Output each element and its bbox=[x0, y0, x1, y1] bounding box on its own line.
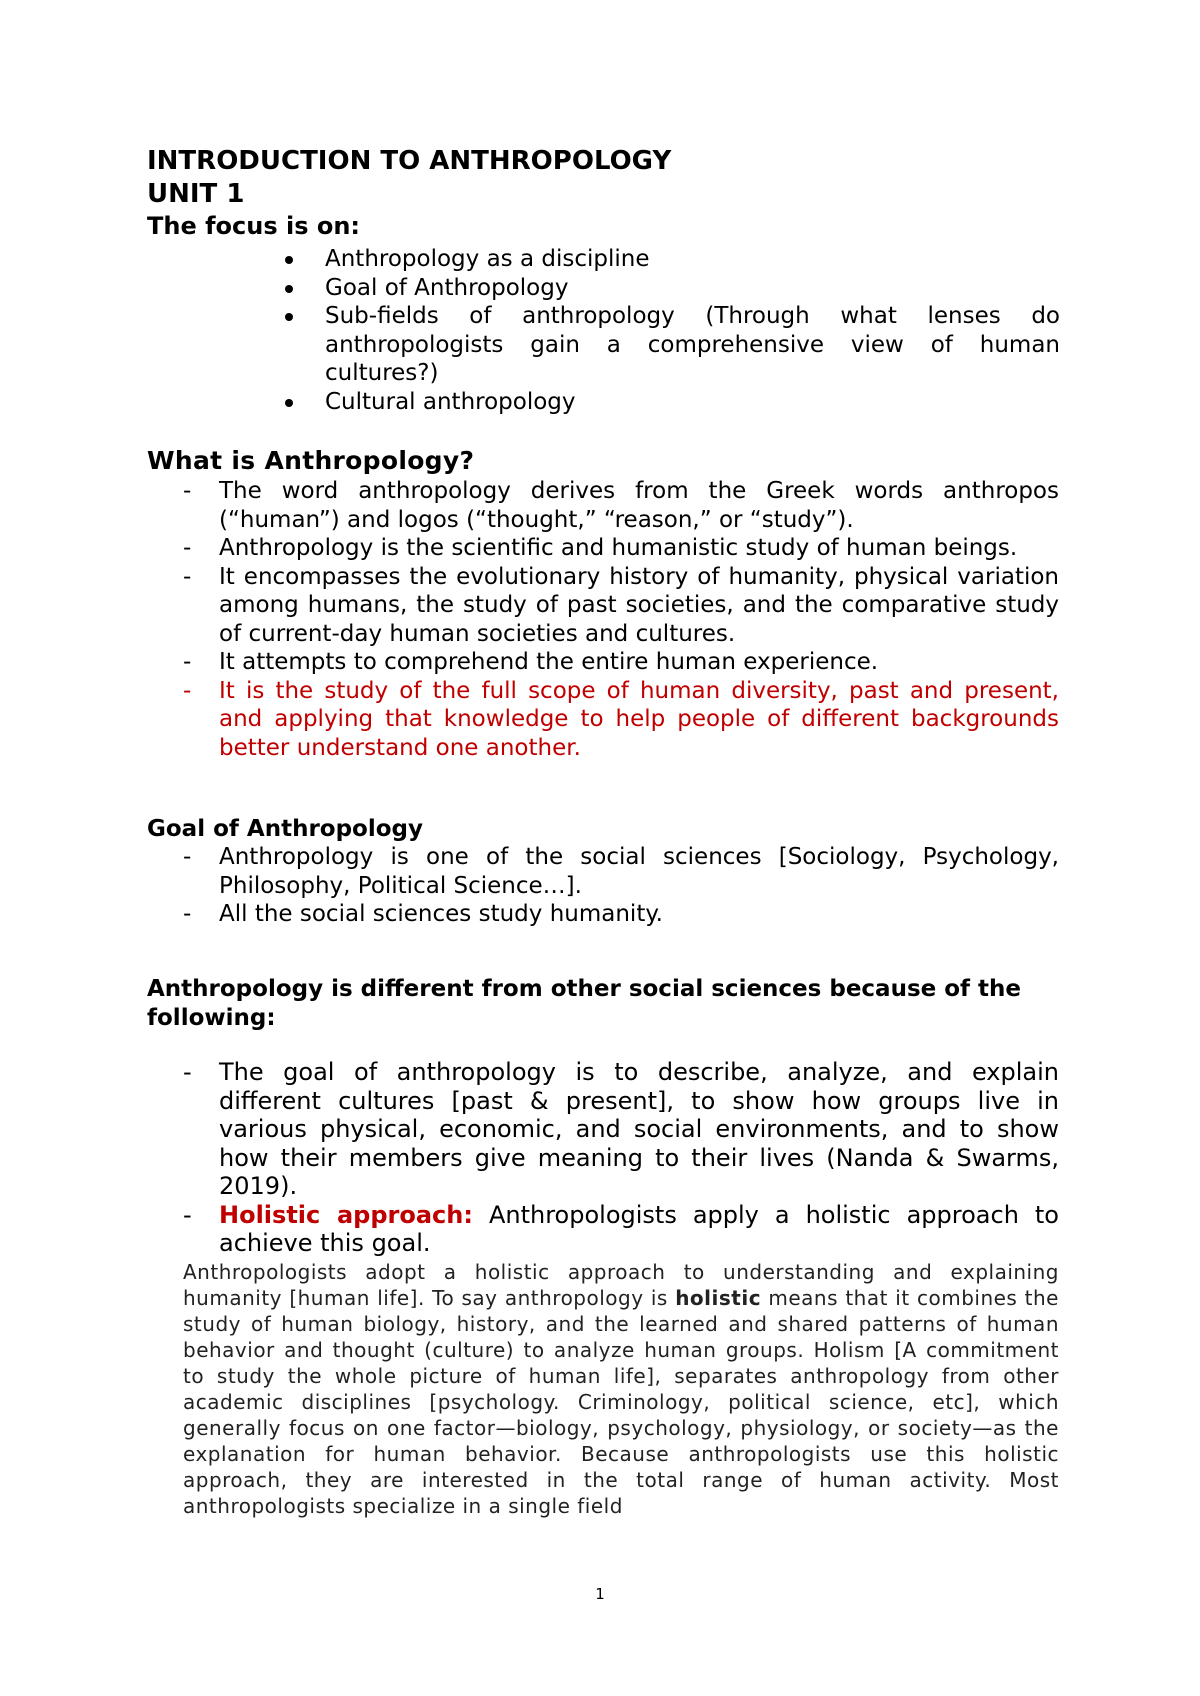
list-item: - It attempts to comprehend the entire human experience. bbox=[183, 649, 879, 675]
section-heading: Anthropology is different from other social sciences because of the following: bbox=[147, 976, 1022, 1031]
list-item: - It encompasses the evolutionary history of humanity, physical variation among humans, the study of past societies, and the comparative study of current-day human societies and cultures. bbox=[183, 563, 1059, 647]
dash-icon: - bbox=[183, 844, 192, 870]
highlighted-list-item: - It is the study of the full scope of human diversity, past and present, and applying that knowledge to help people of different backgrounds better understand one another. bbox=[183, 677, 1059, 761]
holistic-paragraph: Anthropologists adopt a holistic approach to understanding and explaining humanity [human life]. To say anthropology is holistic means that it combines the study of human biology, history, and the learned and shared patterns of human behavior and thought (culture) to analyze human groups. Holism [A commitment to study the whole picture of human life], separates anthropology from other academic disciplines [psychology. Criminology, political science, etc], which generally focus on one factor—biology, psychology, physiology, or society—as the explanation for human behavior. Because anthropologists use this holistic approach, they are interested in the total range of human activity. Most anthropologists specialize in a single field bbox=[183, 1260, 1059, 1518]
section-heading: Goal of Anthropology bbox=[147, 816, 423, 842]
different-list bbox=[183, 1058, 1059, 1258]
bullet-icon bbox=[285, 256, 293, 264]
different-section bbox=[147, 975, 1047, 1033]
dash-icon: - bbox=[183, 677, 192, 704]
goal-list bbox=[183, 843, 1059, 929]
list-item: - Holistic approach: Anthropologists apply a holistic approach to achieve this goal. bbox=[183, 1200, 1059, 1257]
bullet-icon bbox=[285, 285, 293, 293]
bullet-icon bbox=[285, 313, 293, 321]
goal-section bbox=[147, 815, 1057, 844]
list-item: - Anthropology is one of the social sciences [Sociology, Psychology, Philosophy, Political Science…]. bbox=[183, 844, 1059, 899]
bullet-icon bbox=[285, 399, 293, 407]
focus-list bbox=[325, 245, 1060, 416]
dash-icon: - bbox=[183, 1200, 192, 1229]
holistic-label: Holistic approach: bbox=[219, 1200, 473, 1229]
unit-label: UNIT 1 bbox=[147, 179, 245, 209]
page-number: 1 bbox=[595, 1585, 605, 1603]
what-is-list bbox=[183, 477, 1059, 762]
list-item: - All the social sciences study humanity. bbox=[183, 901, 663, 927]
dash-icon: - bbox=[183, 649, 192, 675]
list-item: - Anthropology is the scientific and humanistic study of human beings. bbox=[183, 535, 1018, 561]
focus-item: Goal of Anthropology bbox=[325, 274, 1060, 303]
header bbox=[147, 145, 1057, 241]
what-is-section bbox=[147, 445, 1057, 477]
dash-icon: - bbox=[183, 901, 192, 927]
dash-icon: - bbox=[183, 1058, 192, 1086]
focus-item: Sub-fields of anthropology (Through what lenses do anthropologists gain a comprehensive view of human cultures?) bbox=[325, 302, 1060, 388]
document-title: INTRODUCTION TO ANTHROPOLOGY bbox=[147, 146, 672, 176]
list-item: - The goal of anthropology is to describe, analyze, and explain different cultures [past & present], to show how groups live in various physical, economic, and social environments, and to show how their members give meaning to their lives (Nanda & Swarms, 2019). bbox=[183, 1058, 1059, 1200]
list-item: - The word anthropology derives from the Greek words anthropos (“human”) and logos (“thought,” “reason,” or “study”). bbox=[183, 478, 1059, 533]
focus-item: Cultural anthropology bbox=[325, 388, 1060, 417]
dash-icon: - bbox=[183, 535, 192, 561]
section-heading: What is Anthropology? bbox=[147, 446, 475, 475]
focus-item: Anthropology as a discipline bbox=[325, 245, 1060, 274]
dash-icon: - bbox=[183, 478, 192, 504]
focus-heading: The focus is on: bbox=[147, 212, 361, 240]
bold-term: holistic bbox=[675, 1286, 762, 1310]
dash-icon: - bbox=[183, 563, 192, 590]
